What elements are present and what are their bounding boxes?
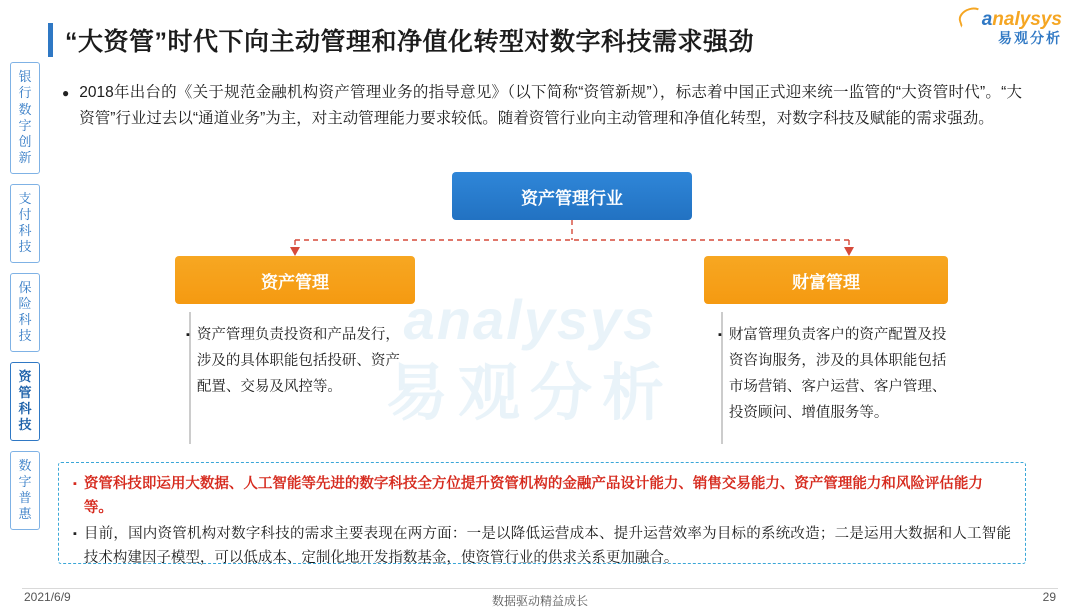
title-accent-bar [48, 23, 53, 57]
brand-logo-cn: 易观分析 [998, 29, 1062, 46]
note-text-detail: 目前，国内资管机构对数字科技的需求主要表现在两方面：一是以降低运营成本、提升运营效率为目标的系统改造；二是运用大数据和人工智能技术构建因子模型，可以低成本、定制化地开发指数基金，使资管行业的供求关系更加融合。 [83, 526, 1011, 566]
note-line-1 [73, 472, 1011, 520]
note-bullet-icon: ▪ [73, 478, 77, 490]
diagram-box-industry: 资产管理行业 [452, 172, 692, 220]
diagram-leaf-wealth-management [718, 322, 950, 426]
brand-logo-en-rest: nalysys [992, 9, 1062, 30]
note-text-highlight: 资管科技即运用大数据、人工智能等先进的数字科技全方位提升资管机构的金融产品设计能力、销售交易能力、资产管理能力和风险评估能力等。 [83, 476, 983, 516]
diagram-box-asset-management: 资产管理 [175, 256, 415, 304]
brand-logo-en-a: a [981, 9, 993, 30]
note-line-2 [73, 522, 1011, 570]
footer-slogan: 数据驱动精益成长 [491, 594, 588, 608]
footer-page-number: 29 [1042, 590, 1056, 604]
watermark-en: analysys [403, 288, 657, 351]
sidebar-item-payment[interactable]: 支付科技 [10, 184, 40, 263]
sidebar-item-banking[interactable]: 银行数字创新 [10, 62, 40, 174]
sidebar-item-asset-management[interactable]: 资管科技 [10, 362, 40, 441]
footer-divider [22, 588, 1058, 589]
brand-logo-en [982, 10, 1062, 31]
footer-date: 2021/6/9 [24, 590, 71, 604]
page-title-bar [48, 18, 968, 62]
intro-paragraph [62, 80, 1022, 132]
diagram-leaf-asset-management [186, 322, 412, 400]
note-bullet-icon: ▪ [73, 528, 77, 540]
leaf-text-wealth-management: 财富管理负责客户的资产配置及投资咨询服务，涉及的具体职能包括市场营销、客户运营、客户管理、投资顾问、增值服务等。 [728, 327, 947, 421]
intro-bullet: ● [62, 86, 70, 100]
leaf-bullet-icon: ▪ [718, 329, 722, 341]
leaf-bullet-icon: ▪ [186, 329, 190, 341]
watermark-cn: 易观分析 [385, 359, 674, 428]
summary-note-box [58, 462, 1026, 564]
sidebar-item-insurance[interactable]: 保险科技 [10, 273, 40, 352]
intro-text: 2018年出台的《关于规范金融机构资产管理业务的指导意见》（以下简称“资管新规”），标志着中国正式迎来统一监管的“大资管时代”。“大资管”行业过去以“通道业务”为主，对主动管理能力要求较低。随着资管行业向主动管理和净值化转型，对数字科技及赋能的需求强劲。 [79, 84, 1022, 127]
sidebar-item-inclusive-finance[interactable]: 数字普惠 [10, 451, 40, 530]
diagram-box-wealth-management: 财富管理 [704, 256, 948, 304]
leaf-text-asset-management: 资产管理负责投资和产品发行，涉及的具体职能包括投研、资产配置、交易及风控等。 [196, 327, 400, 395]
page-title: “大资管”时代下向主动管理和净值化转型对数字科技需求强劲 [65, 28, 755, 56]
brand-logo [982, 10, 1062, 46]
sidebar [10, 62, 40, 540]
